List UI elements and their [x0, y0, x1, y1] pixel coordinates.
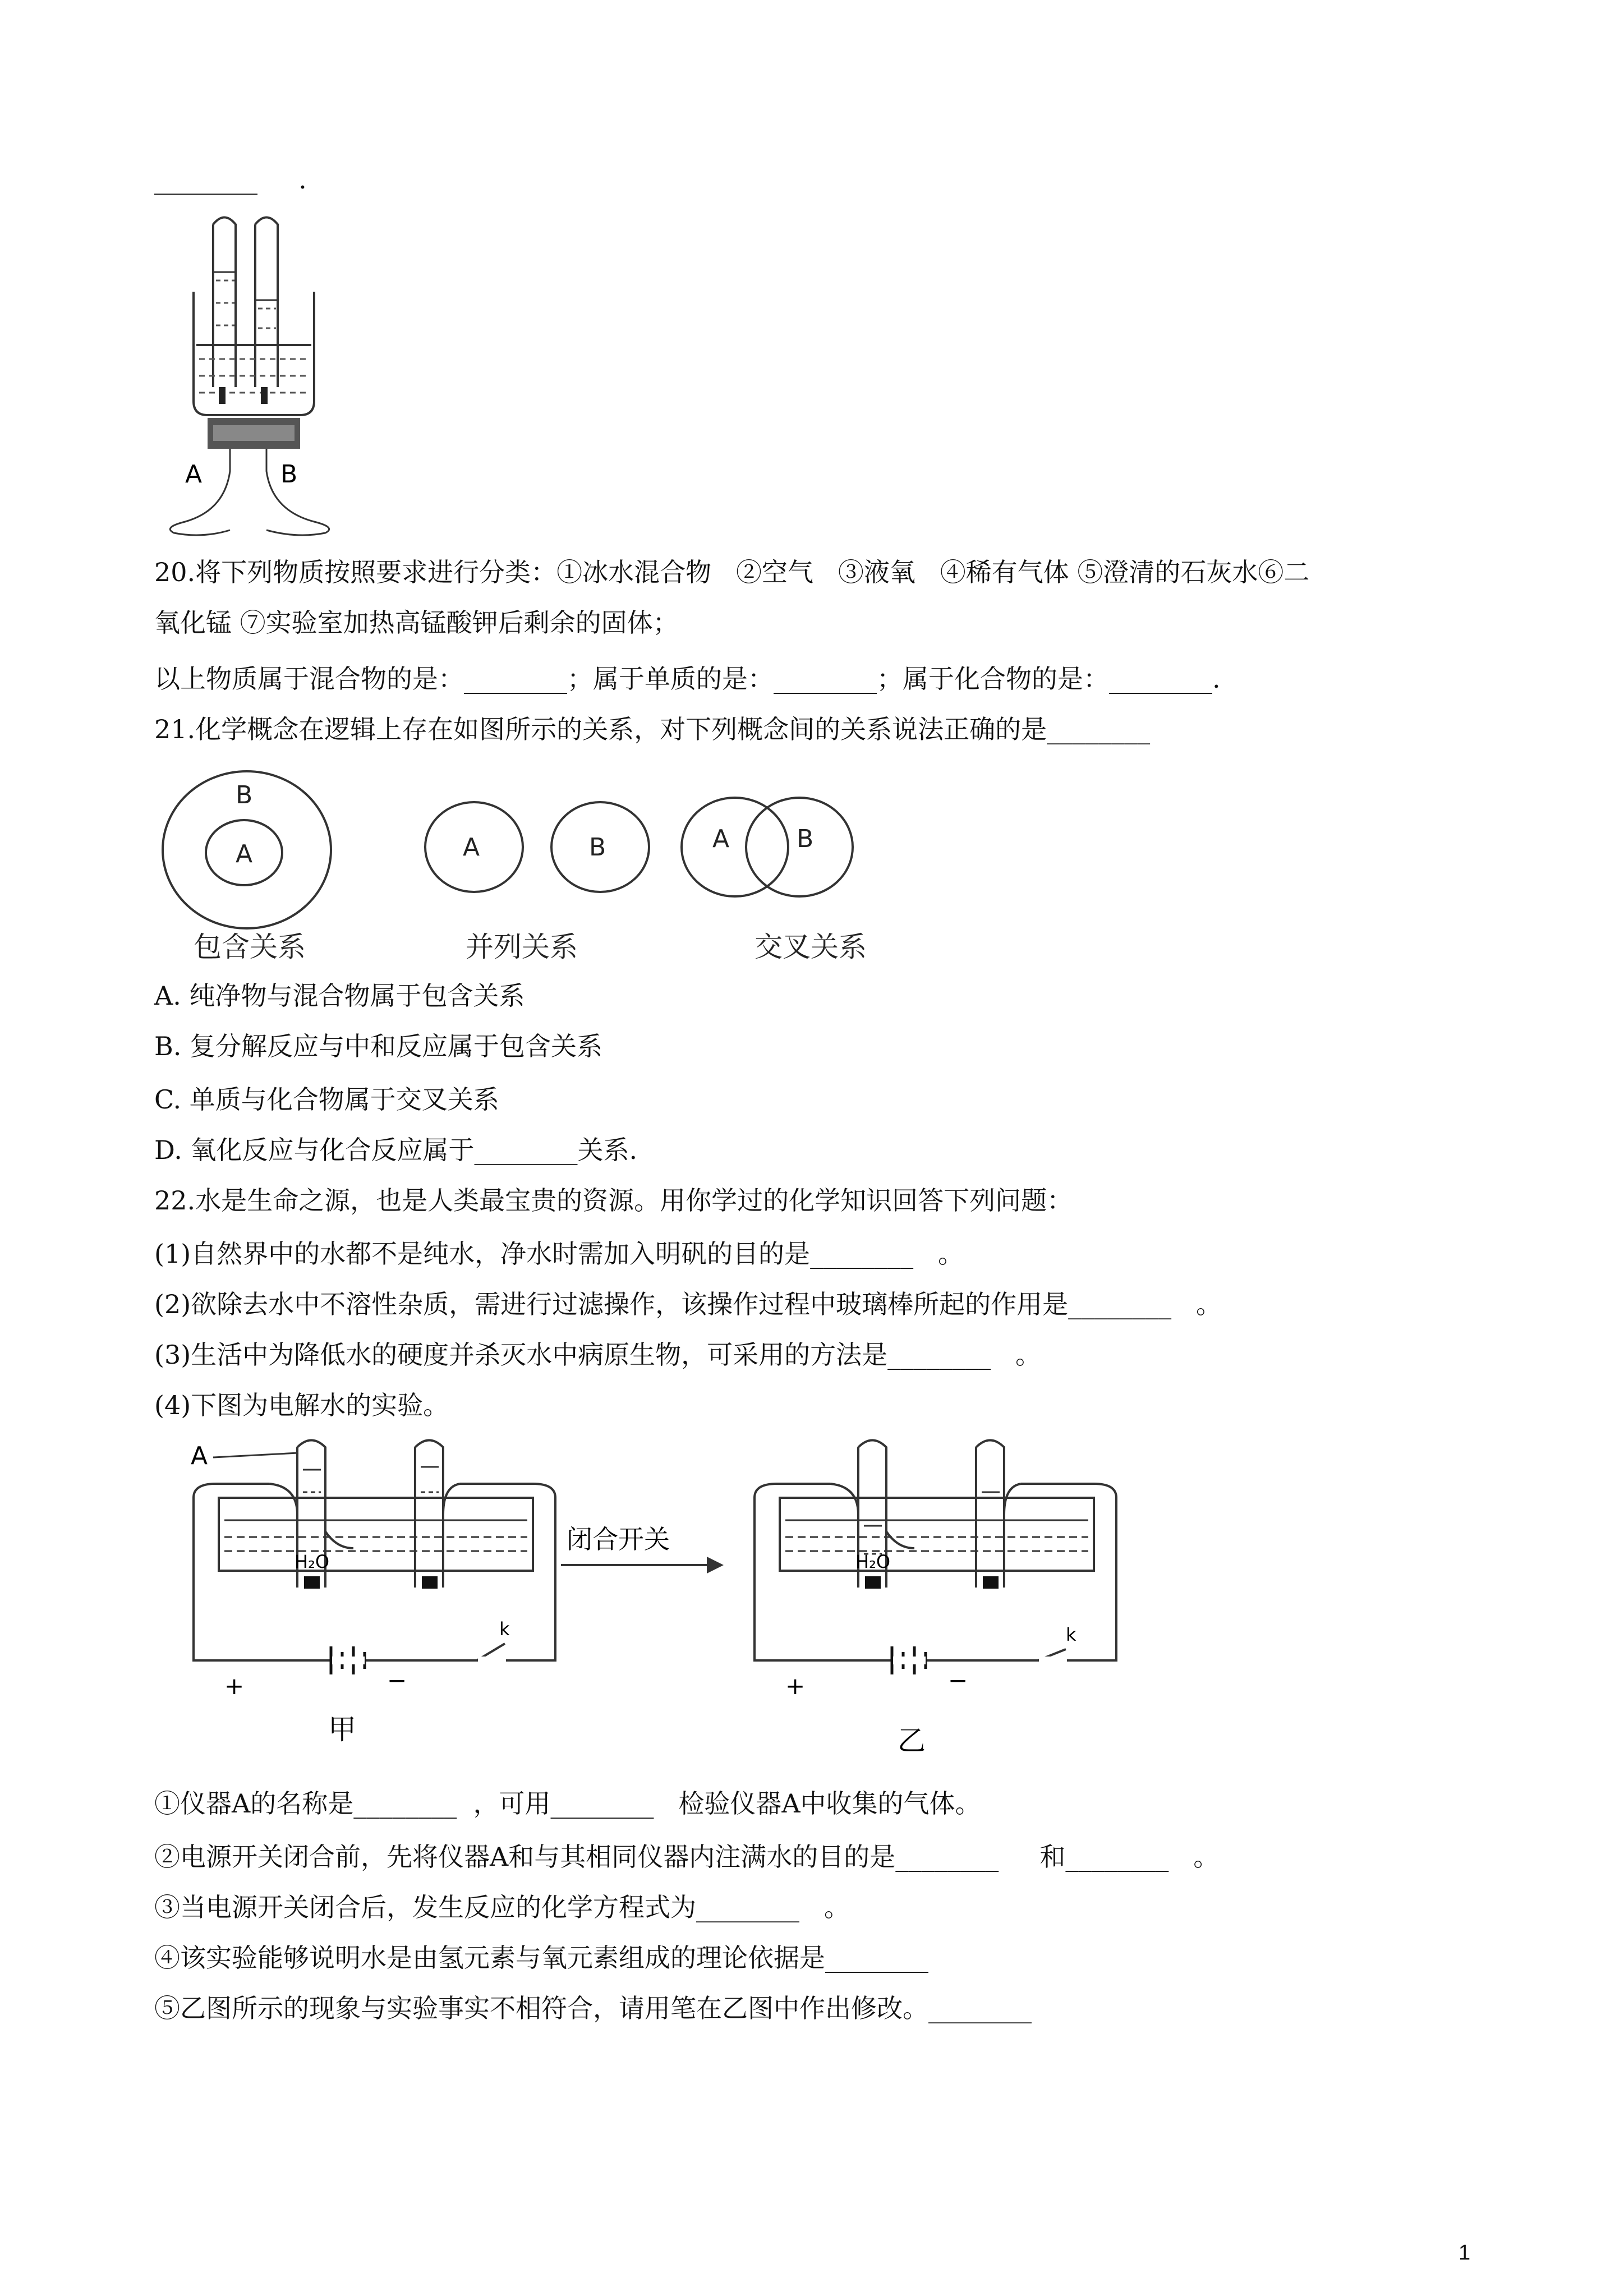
cross-left-circle	[682, 798, 788, 896]
electrolysis-circuit-figure	[168, 1436, 1156, 1773]
close-switch-text: 闭合开关	[567, 1524, 670, 1554]
q22-subpart-1: ①仪器A的名称是________ ，可用________ 检验仪器A中收集的气体。	[154, 1788, 981, 1819]
instrument-a-label: A	[191, 1442, 208, 1470]
right-plus: +	[785, 1672, 806, 1700]
right-switch-label: k	[1066, 1624, 1076, 1645]
electrolysis-apparatus-figure	[151, 208, 432, 544]
fig1-label-a: A	[185, 460, 203, 489]
page-number: 1	[1459, 2241, 1471, 2265]
cross-caption: 交叉关系	[755, 931, 867, 963]
cross-left-label: A	[712, 825, 730, 853]
left-water-label: H₂O	[295, 1551, 330, 1572]
cross-right-label: B	[797, 825, 814, 853]
q22-subpart-2: ②电源开关闭合前，先将仪器A和与其相同仪器内注满水的目的是________ 和________ 。	[154, 1842, 1220, 1872]
q22-part-1: (1)自然界中的水都不是纯水，净水时需加入明矾的目的是________ 。	[154, 1239, 964, 1269]
q20-line-1: 20.将下列物质按照要求进行分类：①冰水混合物 ②空气 ③液氧 ④稀有气体 ⑤澄清的石灰水⑥二	[154, 557, 1310, 587]
left-caption: 甲	[328, 1713, 356, 1746]
q21-stem: 21.化学概念在逻辑上存在如图所示的关系，对下列概念间的关系说法正确的是________	[154, 714, 1151, 744]
q20-line-3: 以上物质属于混合物的是：________；属于单质的是：________；属于化合物的是：________.	[154, 664, 1221, 694]
electrolysis-apparatus-drawing	[151, 208, 432, 544]
q21-option-b: B. 复分解反应与中和反应属于包含关系	[154, 1031, 603, 1061]
left-minus: −	[387, 1667, 407, 1694]
inclusion-outer-label: B	[236, 781, 253, 809]
q21-option-a: A. 纯净物与混合物属于包含关系	[154, 981, 525, 1011]
q21-option-c: C. 单质与化合物属于交叉关系	[154, 1084, 499, 1115]
q22-part-2: (2)欲除去水中不溶性杂质，需进行过滤操作，该操作过程中玻璃棒所起的作用是________ 。	[154, 1289, 1222, 1319]
inclusion-inner-label: A	[236, 840, 253, 868]
q22-subpart-4: ④该实验能够说明水是由氢元素与氧元素组成的理论依据是________	[154, 1943, 928, 1973]
q22-part-4: (4)下图为电解水的实验。	[154, 1390, 449, 1420]
q22-subpart-5: ⑤乙图所示的现象与实验事实不相符合，请用笔在乙图中作出修改。________	[154, 1993, 1032, 2023]
right-minus: −	[948, 1667, 968, 1694]
q21-option-d: D. 氧化反应与化合反应属于________关系.	[154, 1135, 638, 1165]
parallel-left-label: A	[463, 833, 480, 862]
q22-subpart-3: ③当电源开关闭合后，发生反应的化学方程式为________ 。	[154, 1892, 850, 1922]
parallel-right-label: B	[589, 833, 606, 862]
arrow-right-icon	[707, 1557, 724, 1573]
right-caption: 乙	[898, 1724, 926, 1757]
parallel-caption: 并列关系	[466, 931, 578, 963]
right-water-label: H₂O	[855, 1551, 891, 1572]
top-blank-line: ________ .	[154, 164, 307, 195]
left-trough	[219, 1498, 533, 1571]
left-plus: +	[224, 1672, 245, 1700]
inclusion-caption: 包含关系	[194, 931, 306, 963]
q22-part-3: (3)生活中为降低水的硬度并杀灭水中病原生物，可采用的方法是________ 。	[154, 1340, 1042, 1370]
q20-line-2: 氧化锰 ⑦实验室加热高锰酸钾后剩余的固体；	[154, 608, 679, 638]
q22-stem: 22.水是生命之源，也是人类最宝贵的资源。用你学过的化学知识回答下列问题：	[154, 1185, 1073, 1216]
left-switch-label: k	[499, 1618, 510, 1640]
concept-relation-diagram	[151, 763, 937, 976]
fig1-label-b: B	[280, 460, 298, 489]
